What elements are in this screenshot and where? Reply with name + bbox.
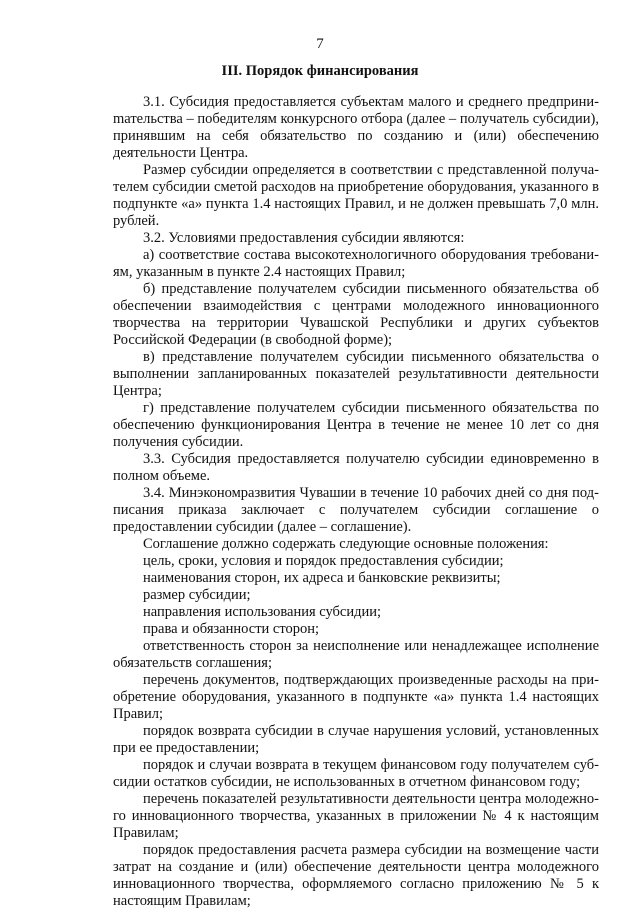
condition-g: г) представление получателем субсидии письменного обязательства по обеспечению функционирования Центра в течение не менее 10 лет со дня получения субсидии. — [113, 400, 599, 450]
agreement-item: цель, сроки, условия и порядок предоставления субсидии; — [143, 553, 504, 569]
paragraph-subsidy-amount: Размер субсидии определяется в соответствии с представленной получателем субсидии сметой расходов на приобретение оборудования, указанного в подпункте «а» пункта 1.4 настоящих Правил, и не должен превышать 7,0 млн. рублей. — [113, 162, 599, 229]
agreement-item: ответственность сторон за неисполнение или ненадлежащее исполнение обязательств соглашения; — [113, 638, 599, 671]
agreement-intro: Соглашение должно содержать следующие основные положения: — [143, 536, 549, 552]
agreement-item: порядок возврата субсидии в случае нарушения условий, установленных при ее предоставлении; — [113, 723, 599, 756]
agreement-item: перечень показателей результативности деятельности центра молодежного инновационного творчества, указанных в приложении № 4 к настоящим Правилам; — [113, 791, 599, 841]
section-title: III. Порядок финансирования — [221, 63, 419, 79]
paragraph-3-2: 3.2. Условиями предоставления субсидии являются: — [143, 230, 465, 246]
agreement-item: порядок и случаи возврата в текущем финансовом году получателем субсидии остатков субсидии, не использованных в отчетном финансовом году; — [113, 757, 599, 790]
paragraph-3-1: 3.1. Субсидия предоставляется субъектам малого и среднего предприниmательства – победителям конкурсного отбора (далее – получатель субсидии), принявшим на себя обязательство по созданию и (или) обеспечению деятельности Центра. — [113, 94, 599, 161]
document-body — [113, 94, 599, 910]
paragraph-3-3: 3.3. Субсидия предоставляется получателю субсидии единовременно в полном объеме. — [113, 451, 599, 484]
agreement-item: направления использования субсидии; — [143, 604, 382, 620]
condition-v: в) представление получателем субсидии письменного обязательства о выполнении запланированных показателей результативности деятельности Центра; — [113, 349, 599, 399]
agreement-item: порядок предоставления расчета размера субсидии на возмещение части затрат на создание и (или) обеспечение деятельности центра молодежного инновационного творчества, оформляемого согласно приложению № 5 к настоящим Правилам; — [113, 842, 599, 909]
paragraph-3-4: 3.4. Минэкономразвития Чувашии в течение 10 рабочих дней со дня подписания приказа заключает с получателем субсидии соглашение о предоставлении субсидии (далее – соглашение). — [113, 485, 599, 535]
page-number: 7 — [316, 36, 324, 52]
condition-a: а) соответствие состава высокотехнологичного оборудования требованиям, указанным в пункте 2.4 настоящих Правил; — [113, 247, 599, 280]
agreement-item: наименования сторон, их адреса и банковские реквизиты; — [143, 570, 501, 586]
agreement-item: перечень документов, подтверждающих произведенные расходы на приобретение оборудования, указанного в подпункте «а» пункта 1.4 настоящих Правил; — [113, 672, 599, 722]
agreement-item: размер субсидии; — [143, 587, 251, 603]
condition-b: б) представление получателем субсидии письменного обязательства об обеспечении взаимодействия с центрами молодежного инновационного творчества на территории Чувашской Республики и других субъектов Российской Федерации (в свободной форме); — [113, 281, 599, 348]
agreement-item: права и обязанности сторон; — [143, 621, 320, 637]
